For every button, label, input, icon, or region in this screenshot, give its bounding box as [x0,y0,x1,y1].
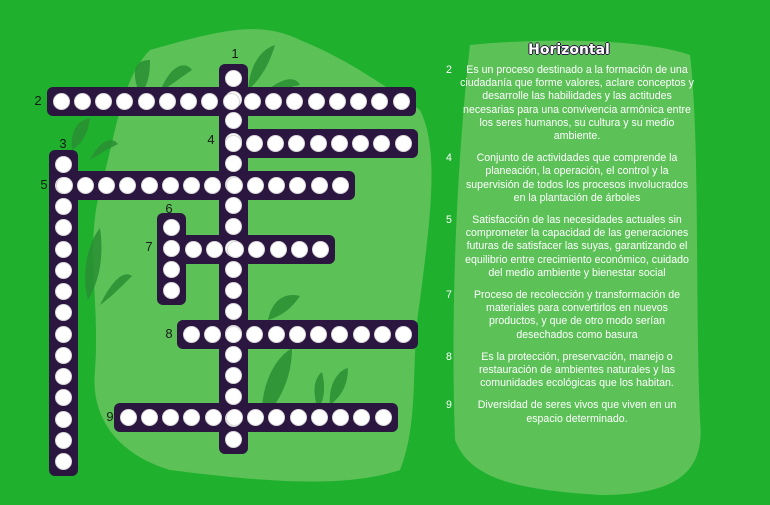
crossword-cell[interactable] [308,93,325,110]
crossword-cell[interactable] [286,93,303,110]
crossword-cell[interactable] [225,388,242,405]
crossword-cell[interactable] [395,326,412,343]
crossword-cell[interactable] [311,409,328,426]
crossword-cell[interactable] [163,219,180,236]
crossword-cell[interactable] [311,177,328,194]
crossword-cell[interactable] [393,93,410,110]
clue-item [444,351,694,391]
crossword-cell[interactable] [159,93,176,110]
crossword-cell[interactable] [162,177,179,194]
crossword-cell[interactable] [289,326,306,343]
clue-heading: Horizontal [528,42,610,58]
crossword-cell[interactable] [395,135,412,152]
crossword-cell[interactable] [183,177,200,194]
crossword-cell[interactable] [183,409,200,426]
crossword-cell[interactable] [55,262,72,279]
crossword-cell[interactable] [119,177,136,194]
crossword-cell[interactable] [331,326,348,343]
crossword-cell[interactable] [225,303,242,320]
clue-number-label: 4 [207,132,215,147]
crossword-cell[interactable] [225,218,242,235]
clue-list [444,64,694,426]
crossword-cell[interactable] [268,177,285,194]
clue-panel [444,42,694,435]
crossword-cell[interactable] [98,177,115,194]
crossword-cell[interactable] [204,177,221,194]
crossword-cell[interactable] [291,241,308,258]
crossword-cell[interactable] [310,326,327,343]
crossword-cell[interactable] [201,93,218,110]
crossword-cell[interactable] [375,409,392,426]
clue-number-label: 2 [34,93,42,108]
crossword-cell[interactable] [270,241,287,258]
crossword-cell[interactable] [310,135,327,152]
crossword-cell[interactable] [55,347,72,364]
crossword-cell[interactable] [55,368,72,385]
clue-text: Es un proceso destinado a la formación de una ciudadanía que forme valores, aclare conceptos y desarrolle las habilidades y las actitudes necesarias para una convivencia armónica entre los seres humanos, su cultura y su medio ambiente. [460,64,694,143]
clue-number-label: 1 [231,46,239,61]
crossword-cell[interactable] [246,326,263,343]
crossword-cell[interactable] [288,135,305,152]
crossword-cell[interactable] [225,70,242,87]
crossword-cell[interactable] [55,453,72,470]
crossword-cell[interactable] [247,177,264,194]
crossword-cell[interactable] [332,409,349,426]
clue-item [444,289,694,342]
clue-text: Es la protección, preservación, manejo o restauración de ambientes naturales y las comunidades ecológicas que los habitan. [478,350,676,390]
clue-number-label: 5 [40,177,48,192]
crossword-cell[interactable] [204,326,221,343]
word-5-horizontal [50,171,355,200]
crossword-cell[interactable] [225,197,242,214]
crossword-cell[interactable] [55,411,72,428]
crossword-cell[interactable] [226,177,243,194]
crossword-cell[interactable] [225,282,242,299]
crossword-cell[interactable] [163,261,180,278]
crossword-cell[interactable] [163,282,180,299]
crossword-cell[interactable] [312,241,329,258]
clue-number: 8 [446,350,452,363]
crossword-cell[interactable] [206,241,223,258]
crossword-cell[interactable] [329,93,346,110]
crossword-cell[interactable] [225,112,242,129]
crossword-cell[interactable] [223,93,240,110]
crossword-cell[interactable] [55,389,72,406]
crossword-cell[interactable] [225,135,242,152]
crossword-cell[interactable] [205,409,222,426]
clue-number: 9 [446,399,452,412]
crossword-cell[interactable] [74,93,91,110]
crossword-cell[interactable] [226,409,243,426]
crossword-cell[interactable] [371,93,388,110]
crossword-cell[interactable] [116,93,133,110]
clue-text: Conjunto de actividades que comprende la planeación, la operación, el control y la supervisión de todos los procesos involucrados en la plantación de árboles [465,152,688,204]
crossword-cell[interactable] [267,135,284,152]
crossword-cell[interactable] [350,93,367,110]
crossword-cell[interactable] [331,135,348,152]
crossword-cell[interactable] [225,326,242,343]
crossword-cell[interactable] [290,409,307,426]
clue-number-label: 8 [165,326,173,341]
crossword-cell[interactable] [141,409,158,426]
crossword-cell[interactable] [138,93,155,110]
crossword-cell[interactable] [247,409,264,426]
crossword-cell[interactable] [225,367,242,384]
crossword-cell[interactable] [268,409,285,426]
clue-number-label: 3 [59,136,67,151]
crossword-cell[interactable] [185,241,202,258]
crossword-cell[interactable] [225,346,242,363]
crossword-cell[interactable] [53,93,70,110]
clue-number: 5 [446,214,452,227]
clue-item [444,399,694,425]
crossword-cell[interactable] [246,135,263,152]
crossword-cell[interactable] [163,240,180,257]
crossword-cell[interactable] [227,241,244,258]
crossword-cell[interactable] [95,93,112,110]
clue-number-label: 9 [106,409,114,424]
crossword-cell[interactable] [141,177,158,194]
crossword-cell[interactable] [56,177,73,194]
clue-number: 2 [446,64,452,76]
clue-number-label: 7 [145,239,153,254]
clue-text: Proceso de recolección y transformación de materiales para convertirlos en nuevos productos, y que de otro modo serían desechados como basura [473,289,681,341]
clue-item [444,214,694,280]
crossword-cell[interactable] [353,326,370,343]
crossword-cell[interactable] [183,326,200,343]
crossword-cell[interactable] [374,326,391,343]
crossword-cell[interactable] [55,304,72,321]
crossword-cell[interactable] [162,409,179,426]
crossword-cell[interactable] [55,198,72,215]
crossword-cell[interactable] [225,261,242,278]
crossword-cell[interactable] [55,326,72,343]
crossword-cell[interactable] [332,177,349,194]
crossword-cell[interactable] [120,409,137,426]
clue-item [444,152,694,205]
crossword-cell[interactable] [353,409,370,426]
clue-text: Satisfacción de las necesidades actuales sin comprometer la capacidad de las generaciones futuras de satisfacer las suyas, garantizando el equilibrio entre crecimiento económico, cuidado del medio ambiente y bienestar social [465,214,689,279]
clue-number-label: 6 [165,201,173,216]
crossword-cell[interactable] [55,283,72,300]
crossword-cell[interactable] [373,135,390,152]
crossword-cell[interactable] [244,93,261,110]
crossword-cell[interactable] [265,93,282,110]
clue-number: 4 [446,152,452,165]
clue-number: 7 [446,289,452,302]
crossword-cell[interactable] [55,241,72,258]
crossword-cell[interactable] [55,219,72,236]
clue-item [444,64,694,143]
crossword-cell[interactable] [352,135,369,152]
crossword-cell[interactable] [55,432,72,449]
crossword-cell[interactable] [248,241,265,258]
crossword-cell[interactable] [225,155,242,172]
crossword-cell[interactable] [225,431,242,448]
clue-text: Diversidad de seres vivos que viven en un espacio determinado. [477,399,677,425]
crossword-cell[interactable] [55,156,72,173]
crossword-cell[interactable] [289,177,306,194]
crossword-cell[interactable] [268,326,285,343]
crossword-cell[interactable] [180,93,197,110]
crossword-cell[interactable] [77,177,94,194]
